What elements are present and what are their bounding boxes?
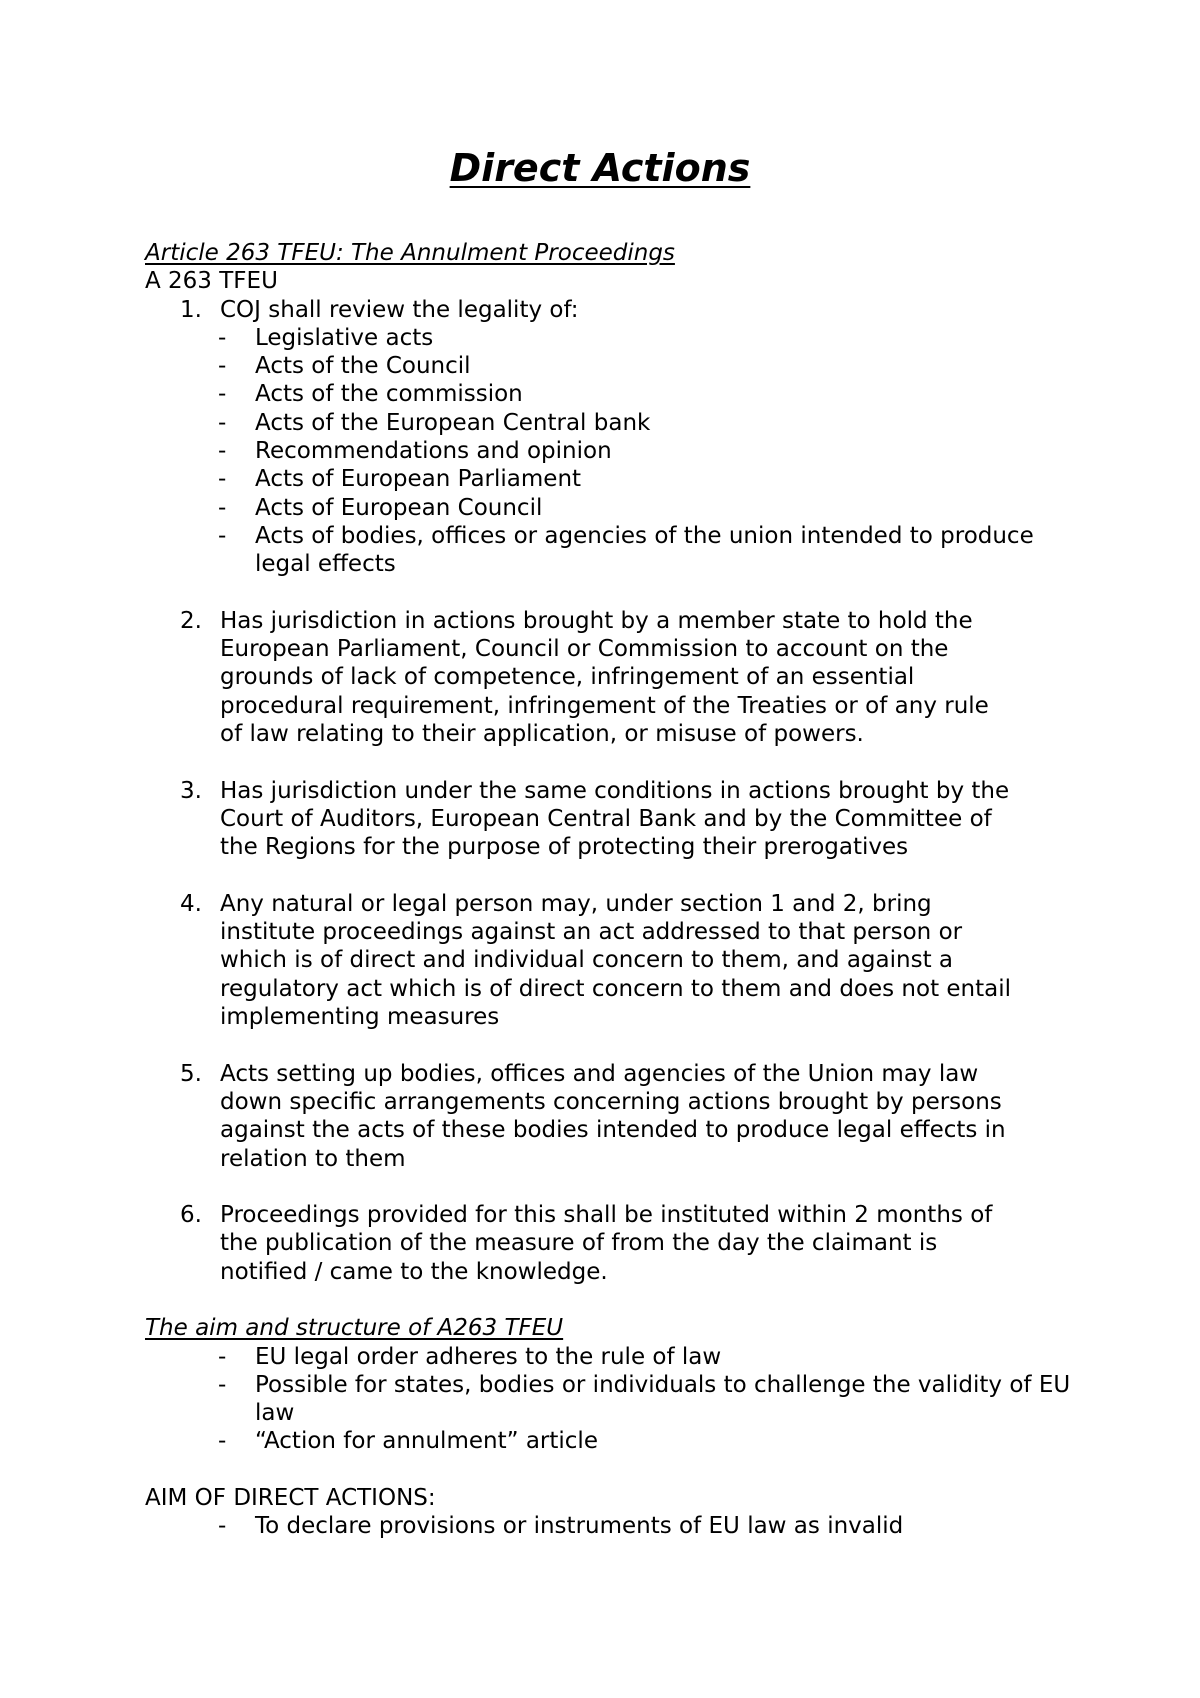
list-item-text: Recommendations and opinion [255,438,612,465]
list-item [145,1512,1075,1540]
item-line: Acts setting up bodies, offices and agencies of the Union may law [220,1060,979,1087]
item-line: down specific arrangements concerning actions brought by persons [220,1088,1002,1115]
list-item-text: Acts of European Parliament [255,466,582,493]
numbered-item-1 [145,296,1075,324]
dash-bullet: - [218,381,227,408]
item-line: implementing measures [220,1004,500,1031]
numbered-item-6 [145,1201,1075,1286]
section-heading-aim-direct-actions: AIM OF DIRECT ACTIONS: [145,1485,436,1512]
item-number: 4. [180,890,202,917]
list-item [145,522,1035,579]
list-item [145,1371,1075,1428]
item-line: grounds of lack of competence, infringement of an essential [220,664,915,691]
list-item [145,324,1075,352]
item-text: COJ shall review the legality of: [220,296,579,323]
item-line: Court of Auditors, European Central Bank and by the Committee of [220,805,992,832]
section-heading-aim-structure: The aim and structure of A263 TFEU [145,1315,564,1342]
item-line: Has jurisdiction under the same conditions in actions brought by the [220,777,1010,804]
item-line: Proceedings provided for this shall be instituted within 2 months of [220,1202,993,1229]
document-title: Direct Actions [449,146,751,190]
dash-bullet: - [218,409,227,436]
item-line: which is of direct and individual concern to them, and against a [220,947,954,974]
list-item-text: Acts of the Council [255,353,471,380]
dash-bullet: - [218,1371,227,1398]
document-body [145,239,1075,1541]
list-item-text: Acts of the commission [255,381,523,408]
item-line: of law relating to their application, or misuse of powers. [220,721,864,748]
item-line: relation to them [220,1145,406,1172]
item-line: European Parliament, Council or Commission to account on the [220,636,949,663]
list-item-text: “Action for annulment” article [255,1428,598,1455]
numbered-item-4 [145,890,1075,1031]
list-item-text: Acts of European Council [255,494,543,521]
section-subheading: A 263 TFEU [145,268,278,295]
item-line: Has jurisdiction in actions brought by a member state to hold the [220,607,973,634]
dash-bullet: - [218,466,227,493]
list-item-text: Acts of bodies, offices or agencies of the union intended to produce legal effects [255,522,1034,578]
numbered-item-2 [145,607,1075,748]
dash-bullet: - [218,494,227,521]
item-line: against the acts of these bodies intended to produce legal effects in [220,1117,1006,1144]
list-item-text: Possible for states, bodies or individuals to challenge the validity of EU law [255,1371,1071,1427]
list-item [145,437,1075,465]
dash-bullet: - [218,353,227,380]
dash-bullet: - [218,1343,227,1370]
item-line: the publication of the measure of from the day the claimant is [220,1230,938,1257]
list-item [145,494,1075,522]
section-heading-article-263: Article 263 TFEU: The Annulment Proceedings [145,240,675,266]
numbered-item-3 [145,777,1075,862]
list-item [145,1427,1075,1455]
list-item-text: Legislative acts [255,324,434,351]
list-item [145,465,1075,493]
dash-bullet: - [218,324,227,351]
dash-bullet: - [218,438,227,465]
dash-bullet: - [218,522,227,549]
list-item-text: To declare provisions or instruments of EU law as invalid [255,1513,904,1540]
list-item [145,1343,1075,1371]
item-line: Any natural or legal person may, under section 1 and 2, bring [220,890,932,917]
item-number: 6. [180,1202,202,1229]
item-number: 5. [180,1060,202,1087]
list-item-text: Acts of the European Central bank [255,409,651,436]
list-item [145,352,1075,380]
item-line: procedural requirement, infringement of the Treaties or of any rule [220,692,989,719]
dash-bullet: - [218,1428,227,1455]
item-line: institute proceedings against an act addressed to that person or [220,919,963,946]
numbered-item-5 [145,1060,1075,1173]
list-item [145,409,1075,437]
list-item [145,380,1075,408]
item-number: 3. [180,777,202,804]
item-line: regulatory act which is of direct concern to them and does not entail [220,975,1012,1002]
item-line: the Regions for the purpose of protecting their prerogatives [220,834,909,861]
dash-bullet: - [218,1513,227,1540]
item-number: 1. [180,296,202,323]
list-item-text: EU legal order adheres to the rule of law [255,1343,722,1370]
item-line: notified / came to the knowledge. [220,1258,608,1285]
item-number: 2. [180,607,202,634]
